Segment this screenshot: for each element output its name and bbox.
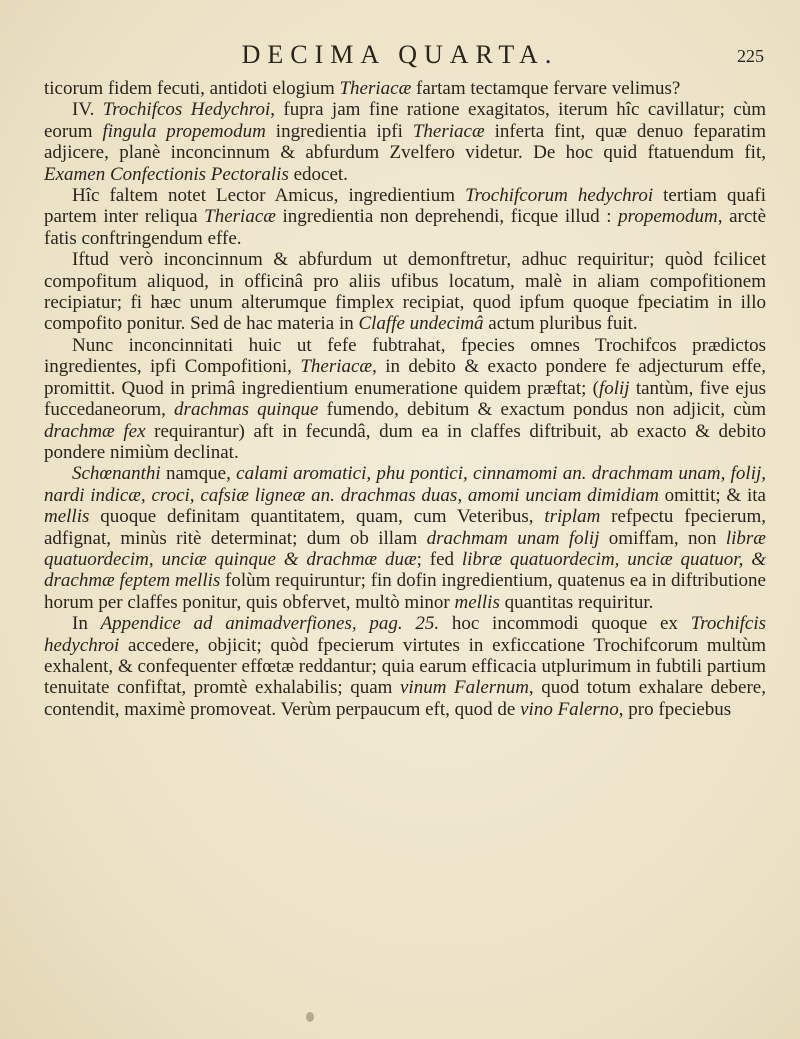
italic-run: fingula propemodum	[102, 120, 266, 142]
text-run: fartam tectamque fervare velimus?	[411, 78, 681, 99]
paragraph	[44, 78, 766, 99]
text-run: Hîc faltem notet Lector Amicus, ingredientium	[72, 185, 466, 207]
text-run: actum pluribus fuit.	[483, 313, 638, 335]
italic-run: Trochifcos Hedychroi	[102, 99, 271, 121]
text-run: ; fed	[416, 548, 462, 570]
running-head	[0, 40, 800, 74]
page-number: 225	[737, 46, 764, 66]
running-title: DECIMA QUARTA.	[241, 40, 559, 69]
text-run: Nunc inconcinnitati huic ut fefe fubtrahat, fpecies omnes Trochifcos prædictos ingredientes, ipfi Compofitioni,	[44, 334, 766, 378]
italic-run: drachmæ fex	[44, 420, 146, 442]
text-run: folùm requiruntur; fin dofin ingredientium, quatenus ea in diftributione horum per claffes ponitur, quis obfervet, multò minor	[44, 570, 766, 613]
italic-run: Claffe undecimâ	[358, 313, 484, 335]
italic-run: mellis	[44, 506, 90, 528]
text-run: ticorum fidem fecuti, antidoti elogium	[44, 78, 340, 99]
text-run: inferta fint, quæ denuo feparatim adjicere, planè inconcinnum & abfurdum Zvelfero videtur. De hoc quid ftatuendum fit,	[44, 120, 766, 164]
text-run: IV.	[72, 99, 103, 121]
text-run: omittit; & ita	[658, 484, 766, 506]
italic-run: libræ quatuordecim, unciæ quinque & drachmæ duæ	[44, 527, 766, 570]
paragraph	[44, 335, 766, 463]
italic-run: Theriacæ	[204, 206, 276, 228]
text-run: fumendo, debitum & exactum pondus non adjicit, cùm	[318, 399, 766, 421]
italic-run: vino Falerno	[520, 698, 619, 720]
italic-run: drachmas quinque	[174, 399, 319, 421]
text-run: requirantur) aft in fecundâ, dum ea in claffes diftribuit, ab exacto & debito pondere nimiùm declinat.	[44, 420, 766, 463]
italic-run: Theriacæ	[412, 120, 485, 142]
paragraph	[44, 185, 766, 249]
text-run: , fupra jam fine ratione exagitatos, iterum hîc cavillatur; cùm eorum	[44, 99, 766, 142]
text-run: refpectu fpecierum, adfignat, minùs ritè determinat; dum ob illam	[44, 506, 767, 549]
italic-run: Appendice ad animadverfiones, pag. 25.	[100, 613, 440, 635]
italic-run: libræ quatuordecim, unciæ quatuor, & drachmæ feptem mellis	[44, 548, 766, 592]
paragraph	[44, 613, 766, 720]
ink-spot	[306, 1012, 314, 1022]
text-run: ingredientia ipfi	[265, 120, 413, 142]
text-run: , pro fpeciebus	[618, 698, 732, 720]
text-run: quantitas requiritur.	[499, 591, 654, 613]
italic-run: folij	[598, 377, 630, 399]
text-run: ingredientia non deprehendi, ficque illud :	[275, 206, 619, 228]
italic-run: drachmam unam folij	[426, 527, 600, 549]
italic-run: Schœnanthi	[72, 463, 161, 485]
text-run: accedere, objicit; quòd fpecierum virtutes in exficcatione Trochifcorum multùm exhalent, & confequenter effœtæ reddantur; quia earum efficacia utplurimum in fubtili partium tenuitate confiftat, promtè exhalabilis; quam	[44, 634, 766, 699]
italic-run: Examen Confectionis Pectoralis	[44, 163, 289, 185]
italic-run: calami aromatici, phu pontici, cinnamomi an. drachmam unam, folij, nardi indicæ, croci, cafsiæ ligneæ an. drachmas duas, amomi unciam dimidiam	[44, 463, 766, 506]
text-run: tantùm, five ejus fuccedaneorum,	[44, 377, 767, 421]
text-run: namque,	[160, 463, 237, 485]
text-run: In	[72, 613, 101, 635]
italic-run: triplam	[544, 506, 601, 528]
text-run: quoque definitam quantitatem, quam, cum Veteribus,	[89, 506, 545, 528]
text-run: , in debito & exacto pondere fe adjecturum effe, promittit. Quod in primâ ingredientium enumeratione quidem præftat; (	[44, 356, 766, 399]
text-run: , arctè fatis conftringendum effe.	[44, 206, 766, 249]
paragraph	[44, 249, 766, 335]
italic-run: mellis	[454, 591, 500, 613]
text-run: , quod totum exhalare debere, contendit, maximè promoveat. Verùm perpaucum eft, quod de	[44, 677, 766, 720]
italic-run: propemodum	[618, 206, 718, 228]
paragraph	[44, 99, 766, 185]
text-run: hoc incommodi quoque ex	[439, 613, 691, 635]
text-run: Iftud verò inconcinnum & abfurdum ut demonftretur, adhuc requiritur; quòd fcilicet compofitum aliquod, in officinâ pro aliis ufibus locatum, malè in aliam compofitionem recipiatur; fi hæc unum alterumque fimplex recipiat, quod ipfum quoque fpeciatim in illo compofito ponitur. Sed de hac materia in	[44, 249, 766, 335]
italic-run: Theriacæ	[339, 78, 412, 99]
body-text	[44, 78, 766, 720]
text-run: tertiam quafi partem inter reliqua	[44, 185, 766, 228]
paragraph	[44, 463, 766, 613]
italic-run: vinum Falernum	[399, 677, 529, 699]
text-run: omiffam, non	[599, 527, 726, 549]
italic-run: Trochifcis hedychroi	[44, 613, 766, 656]
italic-run: Theriacæ	[300, 356, 373, 378]
text-run: edocet.	[288, 163, 348, 185]
italic-run: Trochifcorum hedychroi	[465, 185, 654, 207]
